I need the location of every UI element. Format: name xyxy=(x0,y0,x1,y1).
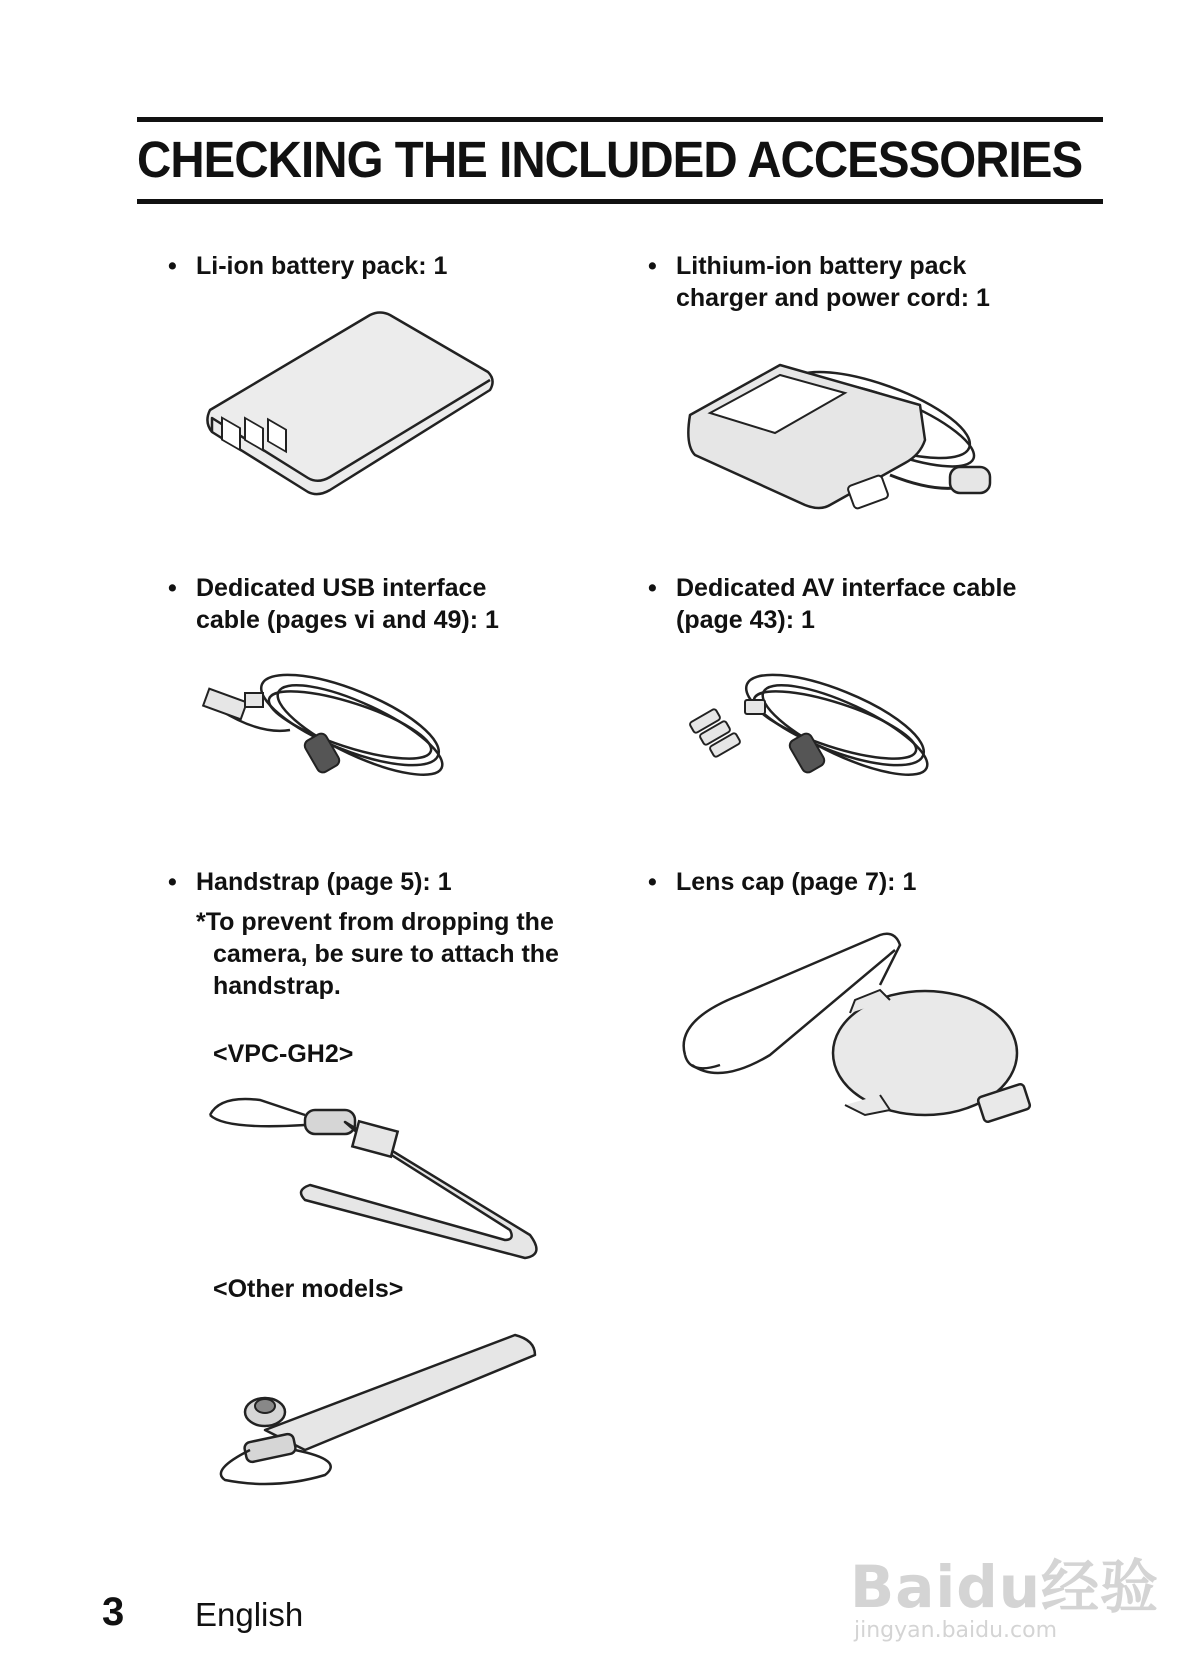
title-bottom-rule xyxy=(137,199,1103,204)
item-label-line-1: Dedicated USB interface xyxy=(196,574,487,602)
item-usb-cable xyxy=(168,572,499,636)
lens-cap-illustration xyxy=(680,925,1040,1125)
handstrap-note xyxy=(196,906,559,1002)
item-battery-charger xyxy=(648,250,990,314)
item-lens-cap xyxy=(648,866,917,898)
watermark-brand: Baidu经验 xyxy=(850,1553,1160,1621)
title-top-rule xyxy=(137,117,1103,122)
watermark-url: jingyan.baidu.com xyxy=(854,1618,1058,1643)
item-label-line-2: (page 43): 1 xyxy=(676,606,815,634)
note-line-1: *To prevent from dropping the xyxy=(196,908,554,936)
battery-pack-illustration xyxy=(200,310,500,510)
bullet: • xyxy=(168,574,177,602)
baidu-watermark xyxy=(850,1540,1159,1643)
item-label: Lens cap (page 7): 1 xyxy=(676,868,917,896)
item-label-line-1: Lithium-ion battery pack xyxy=(676,252,967,280)
item-av-cable xyxy=(648,572,1017,636)
bullet: • xyxy=(168,252,177,280)
bullet: • xyxy=(648,574,657,602)
item-label: Handstrap (page 5): 1 xyxy=(196,868,452,896)
note-line-3: handstrap. xyxy=(213,972,341,1000)
bullet: • xyxy=(168,868,177,896)
item-label-line-2: cable (pages vi and 49): 1 xyxy=(196,606,499,634)
page-title: CHECKING THE INCLUDED ACCESSORIES xyxy=(137,131,1083,188)
usb-cable-illustration xyxy=(200,665,460,805)
page-number: 3 xyxy=(102,1590,125,1634)
handstrap-other-illustration xyxy=(215,1330,545,1490)
bullet: • xyxy=(648,868,657,896)
note-line-2: camera, be sure to attach the xyxy=(213,940,559,968)
charger-illustration xyxy=(680,345,1020,545)
item-handstrap xyxy=(168,866,452,898)
model-label-other: <Other models> xyxy=(213,1275,404,1303)
handstrap-vpc-illustration xyxy=(205,1090,565,1280)
language-label: English xyxy=(195,1596,304,1633)
item-label-line-1: Dedicated AV interface cable xyxy=(676,574,1017,602)
av-cable-illustration xyxy=(685,665,945,805)
item-label-line-2: charger and power cord: 1 xyxy=(676,284,990,312)
item-battery-pack xyxy=(168,250,448,282)
model-label-vpc-gh2: <VPC-GH2> xyxy=(213,1040,354,1068)
bullet: • xyxy=(648,252,657,280)
item-label: Li-ion battery pack: 1 xyxy=(196,252,448,280)
